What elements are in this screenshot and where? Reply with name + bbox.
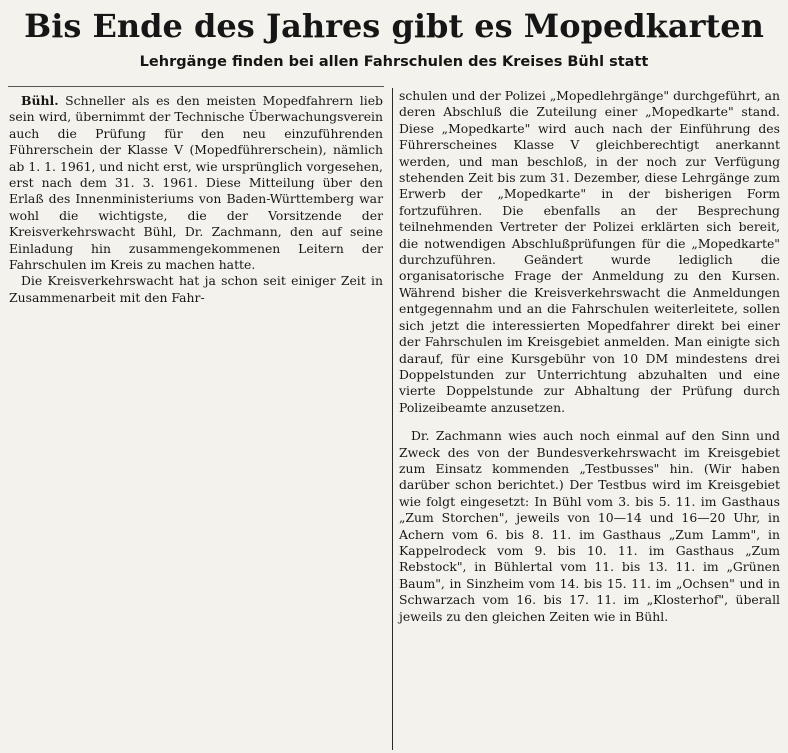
paragraph-gap <box>399 416 780 428</box>
right-column <box>399 88 780 625</box>
subheadline: Lehrgänge finden bei allen Fahrschulen des Kreises Bühl statt <box>139 54 649 70</box>
right-paragraph-1: schulen und der Polizei „Mopedlehrgänge" durchgeführt, an deren Abschluß die Zuteilung einer „Mopedkarte" stand. Diese „Mopedkarte" wird auch nach der Einführung des Führerscheines Klasse V gleichberechtigt anerkannt werden, und man beschloß, in der noch zur Verfügung stehenden Zeit bis zum 31. Dezember, diese Lehrgänge zum Erwerb der „Mopedkarte" in der bisherigen Form fortzuführen. Die ebenfalls an der Besprechung teilnehmenden Vertreter der Polizei erklärten sich bereit, die notwendigen Abschlußprüfungen für die „Mopedkarte" durchzuführen. Geändert wurde lediglich die organisatorische Frage der Anmeldung zu den Kursen. Während bisher die Kreisverkehrswacht die Anmeldungen entgegennahm und an die Fahrschulen weiterleitete, sollen sich jetzt die interessierten Mopedfahrer direkt bei einer der Fahrschulen im Kreisgebiet anmelden. Man einigte sich darauf, für eine Kursgebühr von 10 DM mindestens drei Doppelstunden zur Unterrichtung abzuhalten und eine vierte Doppelstunde zur Abhaltung der Prüfung durch Polizeibeamte anzusetzen. <box>399 88 780 415</box>
headline: Bis Ende des Jahres gibt es Mopedkarten <box>24 7 764 45</box>
left-paragraph-1 <box>9 93 383 273</box>
right-paragraph-2: Dr. Zachmann wies auch noch einmal auf den Sinn und Zweck des von der Bundesverkehrswacht im Kreisgebiet zum Einsatz kommenden „Testbusses" hin. (Wir haben darüber schon berichtet.) Der Testbus wird im Kreisgebiet wie folgt eingesetzt: In Bühl vom 3. bis 5. 11. im Gasthaus „Zum Storchen", jeweils von 10—14 und 16—20 Uhr, in Achern vom 6. bis 8. 11. im Gasthaus „Zum Lamm", in Kappelrodeck vom 9. bis 10. 11. im Gasthaus „Zum Rebstock", in Bühlertal vom 11. bis 13. 11. im „Grünen Baum", in Sinzheim vom 14. bis 15. 11. im „Ochsen" und in Schwarzach vom 16. bis 17. 11. im „Klosterhof", überall jeweils zu den gleichen Zeiten wie in Bühl. <box>399 428 780 624</box>
left-paragraph-1-text: Schneller als es den meisten Mopedfahrern lieb sein wird, übernimmt der Technische Überwachungsverein auch die Prüfung für den neu einzuführenden Führerschein der Klasse V (Mopedführerschein), nämlich ab 1. 1. 1961, und nicht erst, wie ursprünglich vorgesehen, erst nach dem 31. 3. 1961. Diese Mitteilung über den Erlaß des Innenministeriums von Baden-Württemberg war wohl die wichtigste, die der Vorsitzende der Kreisverkehrswacht Bühl, Dr. Zachmann, den auf seine Einladung hin zusammengekommenen Leitern der Fahrschulen im Kreis zu machen hatte. <box>9 93 383 273</box>
dateline: Bühl. <box>21 93 59 108</box>
left-paragraph-2: Die Kreisverkehrswacht hat ja schon seit einiger Zeit in Zusammenarbeit mit den Fahr- <box>9 273 383 305</box>
column-top-rule <box>8 86 384 87</box>
column-divider <box>392 88 393 750</box>
left-column <box>9 93 383 306</box>
